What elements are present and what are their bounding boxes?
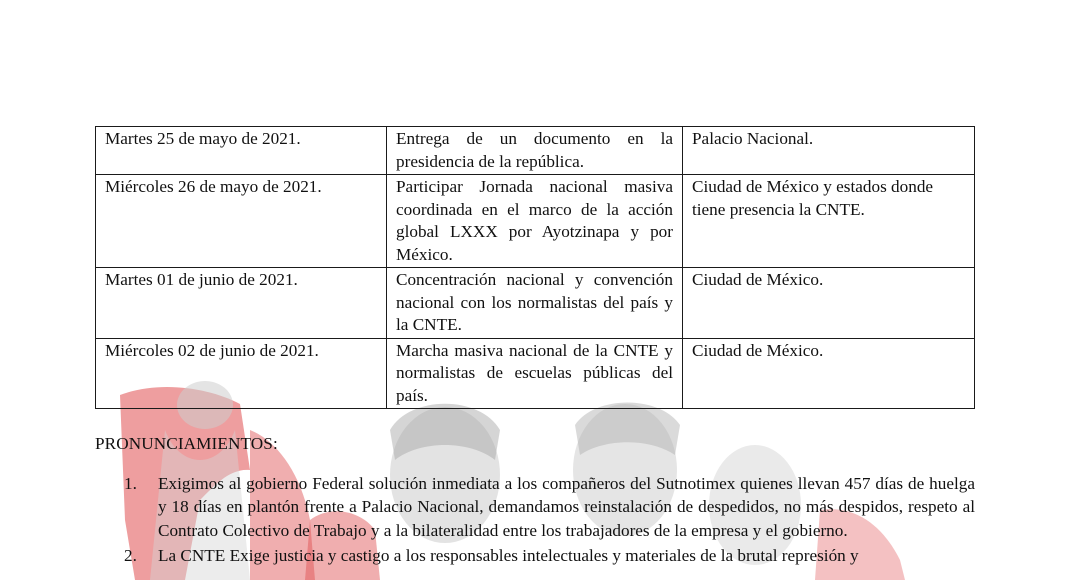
table-cell-place: Palacio Nacional. [683,127,975,175]
table-row [96,268,975,339]
list-item-number: 2. [124,545,137,565]
table-cell-place: Ciudad de México. [683,338,975,409]
table-cell-date: Martes 01 de junio de 2021. [96,268,387,339]
list-item-text: La CNTE Exige justicia y castigo a los responsables intelectuales y materiales de la brutal represión y [158,545,859,565]
table-cell-date: Miércoles 02 de junio de 2021. [96,338,387,409]
list-item-text: Exigimos al gobierno Federal solución inmediata a los compañeros del Sutnotimex quienes llevan 457 días de huelga y 18 días en plantón frente a Palacio Nacional, demandamos reinstalación de despedidos, no más despidos, respeto al Contrato Colectivo de Trabajo y a la bilateralidad entre los trabajadores de la empresa y el gobierno. [158,474,975,540]
table-row [96,338,975,409]
table-cell-date: Martes 25 de mayo de 2021. [96,127,387,175]
table-row [96,127,975,175]
table-cell-date: Miércoles 26 de mayo de 2021. [96,175,387,268]
table-cell-activity: Participar Jornada nacional masiva coordinada en el marco de la acción global LXXX por Ayotzinapa y por México. [387,175,683,268]
table-cell-activity: Concentración nacional y convención nacional con los normalistas del país y la CNTE. [387,268,683,339]
pronouncements-list [120,472,975,569]
section-title: PRONUNCIAMIENTOS: [95,434,278,453]
table-cell-place: Ciudad de México. [683,268,975,339]
table-row [96,175,975,268]
list-item-number: 1. [124,474,137,493]
table-cell-activity: Marcha masiva nacional de la CNTE y normalistas de escuelas públicas del país. [387,338,683,409]
table-cell-place: Ciudad de México y estados donde tiene presencia la CNTE. [683,175,975,268]
table-cell-activity: Entrega de un documento en la presidencia de la república. [387,127,683,175]
list-item [120,544,975,567]
list-item [120,472,975,542]
schedule-table [95,126,975,409]
